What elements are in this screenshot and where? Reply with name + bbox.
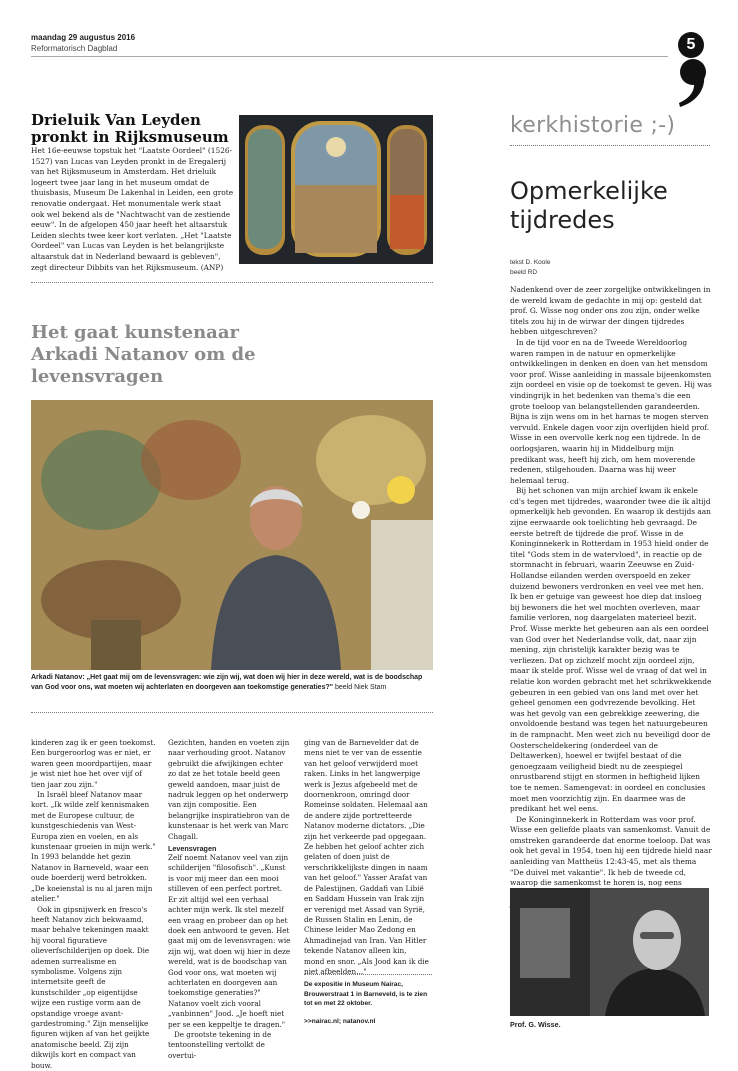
header-rule <box>31 56 668 57</box>
drieluik-body: Het 16e-eeuwse topstuk het "Laatste Oordeel" (1526-1527) van Lucas van Leyden pronkt in de Eregalerij van het Rijksmuseum in Amsterdam. Het drieluik logeert twee jaar lang in het museum omdat de thuisbasis, Museum De Lakenhal in Leiden, een grote renovatie ondergaat. Het monumentale werk staat ook wel bekend als de "Nachtwacht van de zestiende eeuw". In de afgelopen 450 jaar heeft het altaarstuk Leiden slechts twee keer kort verlaten. „Het "Laatste Oordeel" van Lucas van Leyden is het belangrijkste altaarstuk dat in Nederland bewaard is gebleven", zegt directeur Dibbits van het Rijksmuseum. (ANP) <box>31 146 236 273</box>
byline-text: tekst D. Koole <box>510 258 550 268</box>
section-kicker: kerkhistorie ;-) <box>510 113 675 138</box>
paragraph: Bij het schonen van mijn archief kwam ik enkele cd's tegen met tijdredes, waaronder twee die ik altijd opmerkelijk heb gevonden. En waarop ik destijds aan zijne eerwaarde ook toelichting heb gevraagd. De eerste betreft de tijdrede die prof. Wisse in de Koninginnekerk in Rotterdam in 1953 hield onder de titel "Gods stem in de watervloed", in reactie op de stormnacht in februari, waarin Zeeuwse en Zuid-Hollandse eilanden werden overspoeld en zeker duizend bewoners verdronken en veel vee met hen. Ik ben er getuige van geweest hoe diep dat insloeg bij bewoners die het wel mochten overleven, maar familie verloren, nog daargelaten materieel bezit. Prof. Wisse merkte het gebeuren aan als een oordeel van God over het Nederlandse volk, dat, naar zijn mening, zijn christelijk karakter bezig was te verliezen. Dat op zichzelf mocht zijn oordeel zijn, maar ik stelde prof. Wisse wel de vraag of dat wel in relatie kon worden gebracht met het schrikwekkende gebeuren in een gebied van ons land met over het geheel genomen een godvrezende bevolking. Het was het gevolg van een gebrekkige zeewering, die onvoldoende bestand was tegen het natuurgebeuren in de rampnacht. Men weet zich nu beveiligd door de Oosterscheldekering (onderdeel van de Deltawerken), hoewel er twijfel bestaat of die genoegzaam veiligheid biedt nu de zeespiegel onrustbarend stijgt en stormen in heftigheid lijken toe te nemen. Samengevat: in oordeel en conclusies moet men voorzichtig zijn. En daarmee was de predikant het wel eens. <box>510 486 712 814</box>
website-links: >>nairac.nl; natanov.nl <box>304 1018 432 1025</box>
edition-date: maandag 29 augustus 2016 <box>31 33 135 42</box>
natanov-column-2 <box>168 738 293 1061</box>
paragraph: Gezichten, handen en voeten zijn naar verhouding groot. Natanov gebruikt die afwijkingen echter zo dat ze het totale beeld geen geweld aandoen, maar juist de nadruk leggen op het onderwerp van zijn compositie. Een belangrijke inspiratiebron van de kunstenaar is het werk van Marc Chagall. <box>168 738 293 842</box>
exposition-info: De expositie in Museum Nairac, Brouwerstraat 1 in Barneveld, is te zien tot en met 22 oktober. <box>304 980 432 1009</box>
kerkhistorie-body <box>510 285 712 931</box>
comma-logo-icon <box>674 58 708 108</box>
artist-photo <box>31 400 433 670</box>
photo-caption <box>31 673 433 693</box>
kicker-divider <box>510 145 710 146</box>
byline <box>510 258 550 278</box>
paragraph: Ook in gipsnijwerk en fresco's heeft Natanov zich bekwaamd, maar behalve tekeningen maakt hij vooral figuratieve olieverfschilderijen op doek. Die ademen surrealisme en symbolisme. Volgens zijn internetsite geeft de kunstschilder „op eigentijdse wijze een rustige vorm aan de opstandige vroege avant-gardestroming." Zijn menselijke figuren wijken af van het geijkte anatomische beeld. Zij zijn dikwijls kort en compact van bouw. <box>31 905 156 1071</box>
paragraph: In de tijd voor en na de Tweede Wereldoorlog waren rampen in de natuur en opmerkelijke ontwikkelingen in denken en doen van het mensdom voor prof. Wisse aanleiding in massale bijeenkomsten zijn oordeel en visie op de toekomst te geven. Hij was vindingrijk in het bedenken van thema's die een grote toeloop van belangstellenden garandeerden. Bijna is zijn wens om in het harnas te mogen sterven vervuld. Enkele dagen voor zijn overlijden hield prof. Wisse in een overvolle kerk nog een tijdrede. In de oorlogsjaren, waarin hij in Middelburg mijn predikant was, heeft hij zich, om hem moverende redenen, stilgehouden. Daarna was hij weer helemaal terug. <box>510 338 712 486</box>
natanov-column-3 <box>304 738 429 977</box>
paragraph: De Koninginnekerk in Rotterdam was voor prof. Wisse een geliefde plaats van samenkomst. Vanuit de omstreken garandeerde dat enorme toeloop. Dat was ook het geval in 1954, toen hij een tijdrede hield naar aanleiding van Mattheüs 12:43-45, met als thema "De duivel met vakantie". Ik heb de tweede cd, waarop die samenkomst te horen is, nog eens <box>510 815 712 932</box>
triptych-photo <box>239 115 433 264</box>
info-divider <box>304 974 432 975</box>
paragraph: ging van de Barnevelder dat de mens niet te ver van de essentie van het geloof verwijderd moet raken. Links in het langwerpige werk is Jezus afgebeeld met de doornenkroon, omringd door Romeinse soldaten. Helemaal aan de andere zijde portretteerde Natanov moderne dictators. „Die zijn het verkeerde pad opgegaan. Ze hebben het geloof achter zich gelaten of doen juist de verschrikkelijkste dingen in naam van het geloof." Yasser Arafat van de Palestijnen, Gaddafi van Libië en Saddam Hussein van Irak zijn er verenigd met Assad van Syrië, de Russen Stalin en Lenin, de Chinese leider Mao Zedong en Ahmadinejad van Iran. Van Hitler tekende Natanov alleen kin, mond en snor. „Als Jood kan ik die niet afbeelden…" <box>304 738 429 977</box>
page-number: 5 <box>678 32 704 58</box>
paragraph: In Israël bleef Natanov maar kort. „Ik wilde zelf kennismaken met de Europese cultuur, de kunstgeschiedenis van West-Europa zien en voelen, en als kunstenaar groeien in mijn werk." In 1993 belandde het gezin Natanov in Barneveld, waar een oude boerderij werd betrokken. „De koeienstal is nu al jaren mijn atelier." <box>31 790 156 904</box>
paragraph: De grootste tekening in de tentoonstelling vertolkt de overtui- <box>168 1030 293 1061</box>
drieluik-headline: Drieluik Van Leyden pronkt in Rijksmuseum <box>31 112 236 146</box>
natanov-headline: Het gaat kunstenaar Arkadi Natanov om de levensvragen <box>31 322 291 388</box>
section-divider <box>31 282 433 283</box>
wisse-portrait-photo <box>510 888 709 1016</box>
paragraph: Zelf noemt Natanov veel van zijn schilderijen "filosofisch". „Kunst is voor mij meer dan een mooi stilleven of een perfect portret. Er zit altijd wel een verhaal achter mijn werk. Ik stel mezelf een vraag en probeer dan op het doek een antwoord te geven. Het gaat mij om de levensvragen: wie zijn wij, wat doen wij hier in deze wereld, wat is de boodschap van God voor ons, wat moeten wij achterlaten en doorgeven aan toekomstige generaties?" Natanov voelt zich vooral „vanbinnen" Jood. „Je hoeft niet per se een keppeltje te dragen." <box>168 853 293 1030</box>
kerkhistorie-headline: Opmerkelijke tijdredes <box>510 177 710 235</box>
caption-quote: Arkadi Natanov: „Het gaat mij om de levensvragen: wie zijn wij, wat doen wij hier in deze wereld, wat is de boodschap van God voor ons, wat moeten wij achterlaten en doorgeven aan toekomstige generaties?" <box>31 674 422 691</box>
paragraph: kinderen zag ik er geen toekomst. Een burgeroorlog was er niet, er waren geen moordpartijen, maar je wist niet hoe het over vijf of tien jaar zou zijn." <box>31 738 156 790</box>
natanov-column-1 <box>31 738 156 1071</box>
paragraph: Nadenkend over de zeer zorgelijke ontwikkelingen in de wereld kwam de gedachte in mij op: gesteld dat prof. G. Wisse nog onder ons zou zijn, onder welke titels zou hij in de wirwar der dingen tijdredes hebben uitgeschreven? <box>510 285 712 338</box>
caption-credit: beeld Niek Stam <box>335 684 386 691</box>
newspaper-name: Reformatorisch Dagblad <box>31 44 117 53</box>
subheading: Levensvragen <box>168 844 293 853</box>
byline-image: beeld RD <box>510 268 550 278</box>
caption-divider <box>31 712 433 713</box>
portrait-caption: Prof. G. Wisse. <box>510 1020 561 1029</box>
